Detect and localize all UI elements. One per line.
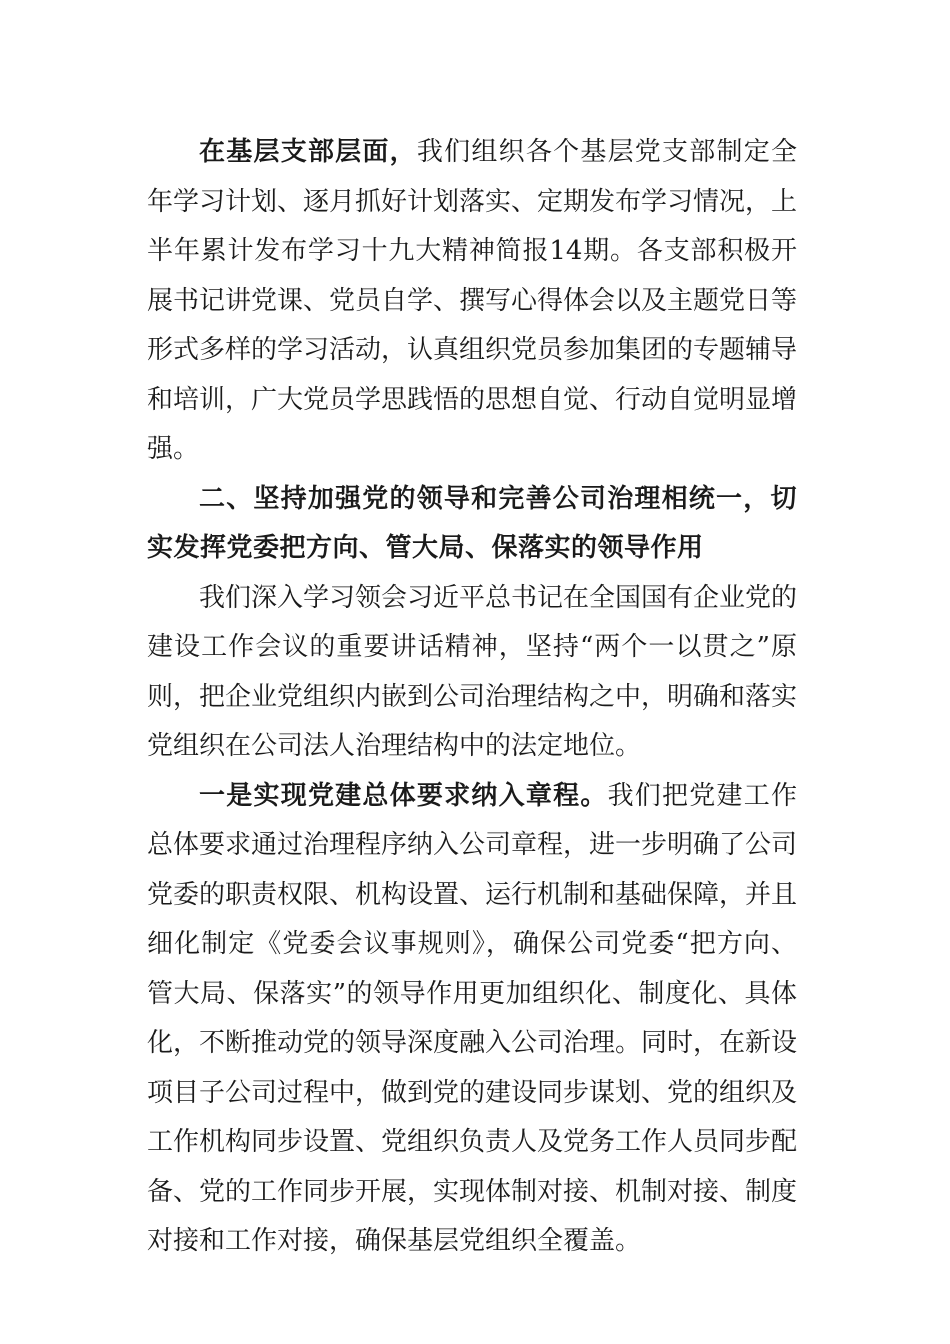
paragraph-text: 我们把党建工作总体要求通过治理程序纳入公司章程，进一步明确了公司党委的职责权限、机构设置、运行机制和基础保障，并且细化制定《党委会议事规则》，确保公司党委“把方向、管大局、保落实”的领导作用更加组织化、制度化、具体化，不断推动党的领导深度融入公司治理。同时，在新设项目子公司过程中，做到党的建设同步谋划、党的组织及工作机构同步设置、党组织负责人及党务工作人员同步配备、党的工作同步开展，实现体制对接、机制对接、制度对接和工作对接，确保基层党组织全覆盖。 (147, 780, 798, 1256)
paragraph-text: 我们深入学习领会习近平总书记在全国国有企业党的建设工作会议的重要讲话精神，坚持“两个一以贯之”原则，把企业党组织内嵌到公司治理结构之中，明确和落实党组织在公司法人治理结构中的法定地位。 (147, 582, 798, 761)
document-body (147, 128, 797, 1267)
paragraph-lead: 一是实现党建总体要求纳入章程。 (199, 780, 608, 811)
paragraph-grassroots-branch (147, 128, 797, 475)
paragraph-text: 我们组织各个基层党支部制定全年学习计划、逐月抓好计划落实、定期发布学习情况，上半年累计发布学习十九大精神简报14期。各支部积极开展书记讲党课、党员自学、撰写心得体会以及主题党日等形式多样的学习活动，认真组织党员参加集团的专题辅导和培训，广大党员学思践悟的思想自觉、行动自觉明显增强。 (147, 137, 798, 464)
paragraph-lead: 在基层支部层面， (199, 137, 417, 167)
paragraph-intro (147, 574, 797, 772)
paragraph-charter (147, 772, 797, 1267)
section-heading: 二、坚持加强党的领导和完善公司治理相统一，切实发挥党委把方向、管大局、保落实的领导作用 (147, 483, 797, 563)
